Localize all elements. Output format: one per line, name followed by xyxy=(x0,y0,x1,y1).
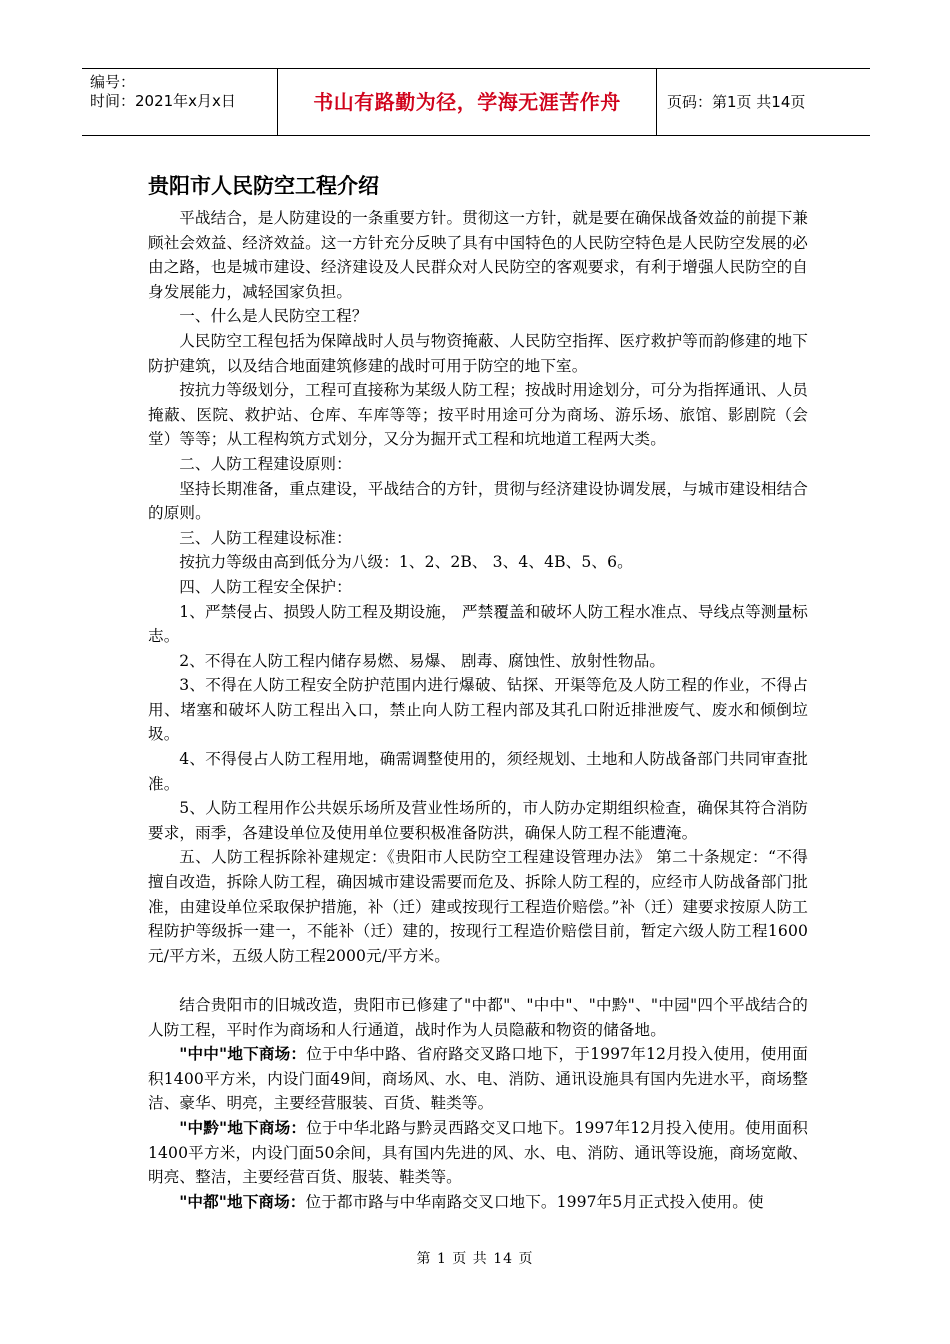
mall-entry xyxy=(148,1042,808,1116)
paragraph: 五、人防工程拆除补建规定：《贵阳市人民防空工程建设管理办法》 第二十条规定：“不得擅自改造，拆除人防工程，确因城市建设需要而危及、拆除人防工程的，应经市人防战备部门批准，由建设单位采取保护措施，补（迁）建或按现行工程造价赔偿。”补（迁）建要求按原人防工程防护等级拆一建一，不能补（迁）建的，按现行工程造价赔偿目前，暂定六级人防工程1600元/平方米，五级人防工程2000元/平方米。 xyxy=(148,848,808,965)
header-table xyxy=(82,68,870,136)
list-item: 3、不得在人防工程安全防护范围内进行爆破、钻探、开渠等危及人防工程的作业，不得占用、堵塞和破坏人防工程出入口，禁止向人防工程内部及其孔口附近排泄废气、废水和倾倒垃圾。 xyxy=(148,676,808,744)
section-heading: 二、人防工程建设原则： xyxy=(179,454,352,473)
document-body xyxy=(148,170,808,1214)
paragraph: 人民防空工程包括为保障战时人员与物资掩蔽、人民防空指挥、医疗救护等而韵修建的地下防护建筑，以及结合地面建筑修建的战时可用于防空的地下室。 xyxy=(148,331,808,375)
header-meta-cell xyxy=(82,69,278,135)
list-item: 1、严禁侵占、损毁人防工程及期设施， 严禁覆盖和破坏人防工程水准点、导线点等测量标志。 xyxy=(148,602,808,646)
paragraph: 坚持长期准备，重点建设，平战结合的方针，贯彻与经济建设协调发展，与城市建设相结合的原则。 xyxy=(148,479,808,523)
mall-description: 位于都市路与中华南路交叉口地下。1997年5月正式投入使用。使 xyxy=(305,1192,764,1211)
mall-name: "中都"地下商场： xyxy=(179,1191,306,1211)
page-info: 页码：第1页 共14页 xyxy=(667,93,806,111)
mall-description: 位于中华北路与黔灵西路交叉口地下。1997年12月投入使用。使用面积1400平方米，内设门面50余间，具有国内先进的风、水、电、消防、通讯等设施，商场宽敞、明亮、整洁，主要经营百货、服装、鞋类等。 xyxy=(148,1118,808,1187)
mall-entry xyxy=(148,1116,808,1190)
number-label: 编号： xyxy=(90,73,136,91)
paragraph: 平战结合，是人防建设的一条重要方针。贯彻这一方针，就是要在确保战备效益的前提下兼顾社会效益、经济效益。这一方针充分反映了具有中国特色的人民防空特色是人民防空发展的必由之路，也是城市建设、经济建设及人民群众对人民防空的客观要求，有利于增强人民防空的自身发展能力，减轻国家负担。 xyxy=(148,209,808,301)
blank-line xyxy=(148,968,808,993)
section-heading: 一、什么是人民防空工程？ xyxy=(179,307,368,326)
mall-name: "中黔"地下商场： xyxy=(179,1117,307,1137)
paragraph: 按抗力等级由高到低分为八级：1、2、2B、 3、4、4B、5、6。 xyxy=(179,553,633,572)
date-label: 时间：2021年x月x日 xyxy=(90,92,236,110)
list-item: 2、不得在人防工程内储存易燃、易爆、 剧毒、腐蚀性、放射性物品。 xyxy=(179,651,666,670)
paragraph: 结合贵阳市的旧城改造，贵阳市已修建了"中都"、"中中"、"中黔"、"中园"四个平战结合的人防工程，平时作为商场和人行通道，战时作为人员隐蔽和物资的储备地。 xyxy=(148,996,808,1039)
section-heading: 三、人防工程建设标准： xyxy=(179,528,352,547)
document-title: 贵阳市人民防空工程介绍 xyxy=(148,174,379,198)
list-item: 5、人防工程用作公共娱乐场所及营业性场所的，市人防办定期组织检查，确保其符合消防要求，雨季，各建设单位及使用单位要积极准备防洪，确保人防工程不能遭淹。 xyxy=(148,799,808,842)
list-item: 4、不得侵占人防工程用地，确需调整使用的，须经规划、土地和人防战备部门共同审查批准。 xyxy=(148,750,808,793)
page-footer: 第 1 页 共 14 页 xyxy=(416,1251,534,1267)
paragraph: 按抗力等级划分，工程可直接称为某级人防工程；按战时用途划分，可分为指挥通讯、人员掩蔽、医院、救护站、仓库、车库等等；按平时用途可分为商场、游乐场、旅馆、影剧院（会堂）等等；从工程构筑方式划分，又分为掘开式工程和坑地道工程两大类。 xyxy=(148,381,808,449)
mall-description: 位于中华中路、省府路交叉路口地下，于1997年12月投入使用，使用面积1400平方米，内设门面49间，商场风、水、电、消防、通讯设施具有国内先进水平，商场整洁、豪华、明亮，主要经营服装、百货、鞋类等。 xyxy=(148,1045,808,1113)
motto-text: 书山有路勤为径，学海无涯苦作舟 xyxy=(278,69,657,135)
section-heading: 四、人防工程安全保护： xyxy=(179,577,352,596)
mall-entry xyxy=(148,1190,808,1215)
mall-name: "中中"地下商场： xyxy=(179,1044,307,1064)
